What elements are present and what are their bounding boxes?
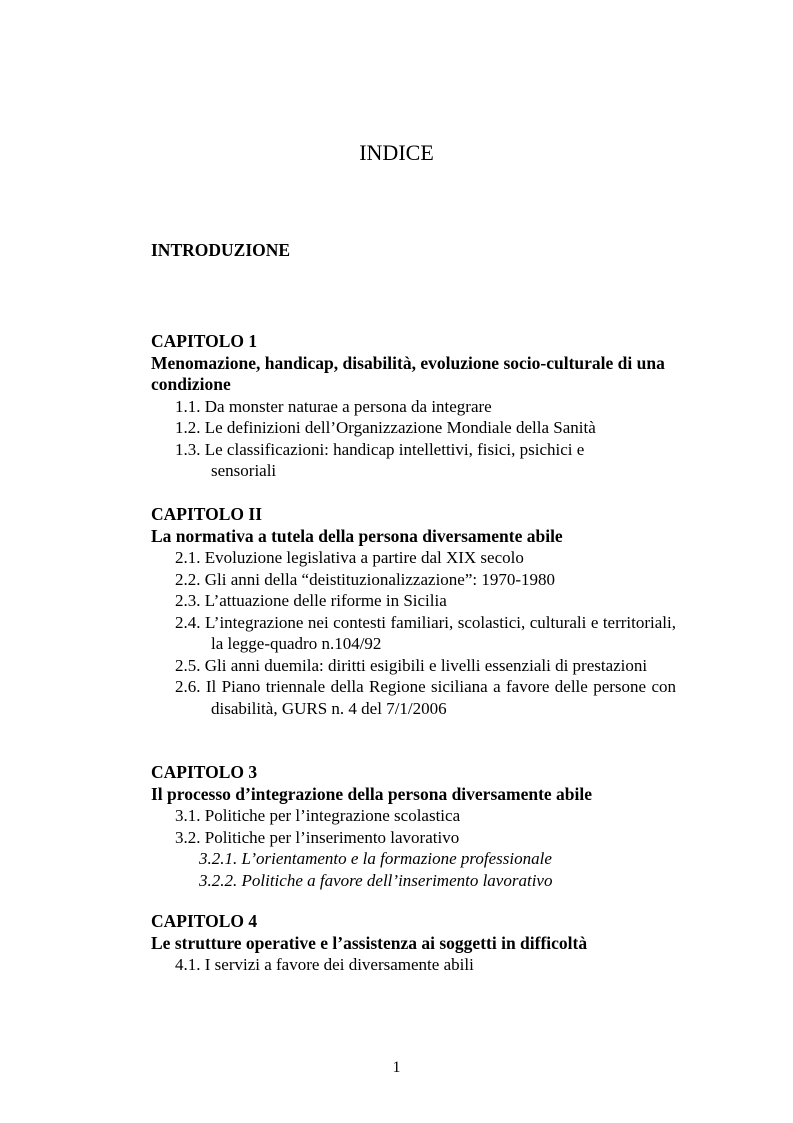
- toc-entry[interactable]: 3.1. Politiche per l’integrazione scolastica: [175, 806, 461, 825]
- chapter-4: [151, 911, 676, 976]
- toc-entry[interactable]: 2.4. L’integrazione nei contesti familiari, scolastici, culturali e territoriali, la legge-quadro n.104/92: [175, 612, 676, 653]
- chapter-number: CAPITOLO 3: [151, 762, 258, 782]
- introduction-heading: INTRODUZIONE: [151, 240, 291, 260]
- toc-entry[interactable]: 2.1. Evoluzione legislativa a partire dal XIX secolo: [175, 548, 524, 567]
- page-number: 1: [392, 1059, 401, 1076]
- toc-subentry[interactable]: 3.2.1. L’orientamento e la formazione professionale: [199, 849, 552, 868]
- chapter-2: [151, 504, 676, 719]
- chapter-title: Il processo d’integrazione della persona diversamente abile: [151, 783, 593, 804]
- chapter-items: [151, 805, 676, 891]
- toc-entry[interactable]: 2.3. L’attuazione delle riforme in Sicilia: [175, 591, 447, 610]
- chapter-number: CAPITOLO 4: [151, 911, 258, 931]
- toc-entry[interactable]: 2.5. Gli anni duemila: diritti esigibili e livelli essenziali di prestazioni: [175, 655, 648, 675]
- toc-subentry[interactable]: 3.2.2. Politiche a favore dell’inserimento lavorativo: [199, 870, 553, 890]
- chapter-title: Menomazione, handicap, disabilità, evoluzione socio-culturale di una condizione: [151, 352, 665, 394]
- chapter-title: La normativa a tutela della persona diversamente abile: [151, 525, 563, 546]
- chapter-number: CAPITOLO 1: [151, 331, 258, 351]
- chapter-1: [151, 331, 676, 482]
- toc-entry[interactable]: 2.6. Il Piano triennale della Regione siciliana a favore delle persone con disabilità, GURS n. 4 del 7/1/2006: [175, 677, 676, 718]
- toc-entry[interactable]: 1.3. Le classificazioni: handicap intellettivi, fisici, psichici e sensoriali: [175, 439, 585, 480]
- chapter-items: [151, 547, 676, 719]
- chapter-title: Le strutture operative e l’assistenza ai soggetti in difficoltà: [151, 932, 588, 953]
- toc-entry[interactable]: 1.2. Le definizioni dell’Organizzazione Mondiale della Sanità: [175, 418, 596, 437]
- toc-entry[interactable]: 2.2. Gli anni della “deistituzionalizzazione”: 1970-1980: [175, 569, 556, 589]
- chapter-number: CAPITOLO II: [151, 504, 263, 524]
- chapter-items: [151, 954, 676, 976]
- toc-entry[interactable]: 1.1. Da monster naturae a persona da integrare: [175, 396, 492, 416]
- chapter-3: [151, 762, 676, 891]
- toc-entry[interactable]: 3.2. Politiche per l’inserimento lavorativo: [175, 827, 460, 847]
- page-title: INDICE: [359, 140, 434, 165]
- toc-entry[interactable]: 4.1. I servizi a favore dei diversamente abili: [175, 955, 474, 974]
- chapter-items: [151, 396, 676, 482]
